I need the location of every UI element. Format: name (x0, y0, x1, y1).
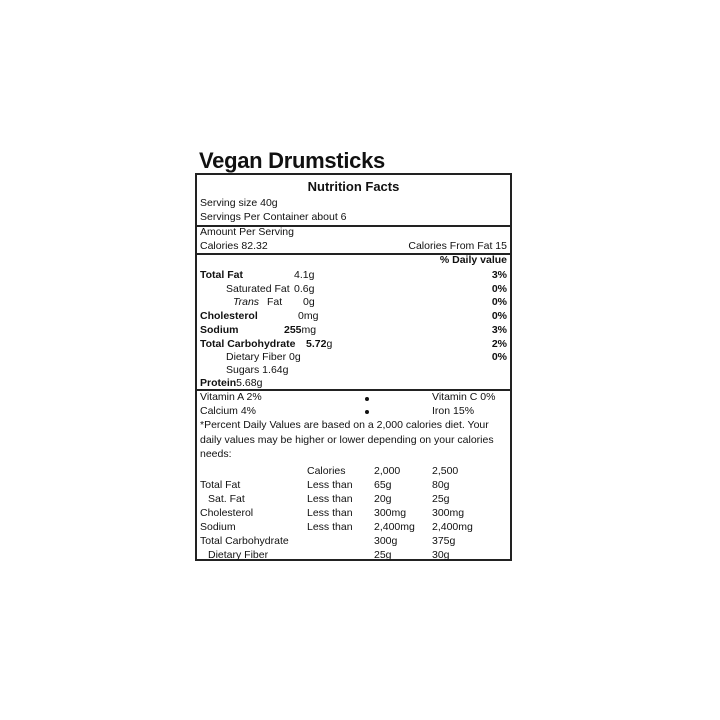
bullet-icon (365, 410, 369, 414)
nutrient-amount: 0.6g (294, 283, 315, 295)
daily-value-header: % Daily value (439, 254, 507, 266)
iron: Iron 15% (432, 405, 475, 417)
nutrient-amount-group (306, 338, 332, 351)
servings-per-container: Servings Per Container about 6 (200, 211, 347, 223)
nutrient-label: Dietary Fiber 0g (226, 351, 301, 363)
reference-cell: 30g (432, 549, 450, 561)
reference-cell: 20g (374, 493, 392, 505)
nutrient-label: Total Carbohydrate (200, 338, 296, 350)
reference-cell: 2,000 (374, 465, 401, 477)
footnote-line: daily values may be higher or lower depending on your calories (200, 434, 494, 446)
reference-cell: Calories (307, 465, 346, 477)
nutrient-amount: 4.1g (294, 269, 315, 281)
reference-cell: 300mg (374, 507, 407, 519)
nutrient-label: Protein (200, 377, 237, 389)
nutrient-amount: 255 (284, 324, 302, 336)
nutrient-label: Trans (233, 296, 260, 308)
nutrient-label: Total Fat (200, 269, 243, 281)
nutrient-unit: g (326, 338, 333, 350)
reference-cell: 375g (432, 535, 456, 547)
reference-cell: 2,400mg (432, 521, 473, 533)
calories: Calories 82.32 (200, 240, 268, 252)
reference-cell: 65g (374, 479, 392, 491)
reference-cell: 2,400mg (374, 521, 415, 533)
product-title: Vegan Drumsticks (199, 148, 385, 173)
reference-cell: Dietary Fiber (208, 549, 269, 561)
nutrient-dv: 0% (491, 351, 507, 363)
reference-cell: Sat. Fat (208, 493, 245, 505)
amount-per-serving: Amount Per Serving (200, 226, 294, 238)
calories-from-fat: Calories From Fat 15 (408, 240, 507, 252)
reference-cell: 80g (432, 479, 450, 491)
nutrient-amount: 0mg (298, 310, 319, 322)
vitamin-c: Vitamin C 0% (432, 391, 496, 403)
nutrient-dv: 3% (491, 269, 507, 281)
calcium: Calcium 4% (200, 405, 257, 417)
nutrient-dv: 2% (491, 338, 507, 350)
bullet-icon (365, 397, 369, 401)
nutrient-dv: 3% (491, 324, 507, 336)
reference-cell: Cholesterol (200, 507, 254, 519)
nutrient-amount-group (284, 324, 316, 337)
reference-cell: Total Carbohydrate (200, 535, 289, 547)
nutrient-dv: 0% (491, 310, 507, 322)
footnote-line: *Percent Daily Values are based on a 2,000 calories diet. Your (200, 419, 489, 431)
reference-cell: Less than (307, 493, 353, 505)
nutrition-facts-label (195, 173, 512, 561)
vitamin-a: Vitamin A 2% (200, 391, 262, 403)
nutrient-label: Sodium (200, 324, 239, 336)
reference-cell: 25g (374, 549, 392, 561)
nutrient-label: Sugars 1.64g (226, 364, 289, 376)
serving-size: Serving size 40g (200, 197, 278, 209)
nutrient-amount: 5.68g (236, 377, 263, 389)
reference-cell: Sodium (200, 521, 236, 533)
reference-cell: 300mg (432, 507, 465, 519)
nutrient-label: Saturated Fat (226, 283, 290, 295)
nutrient-label-suffix: Fat (267, 296, 283, 308)
reference-cell: Less than (307, 479, 353, 491)
nutrient-unit: mg (301, 324, 317, 336)
nutrient-label: Cholesterol (200, 310, 258, 322)
reference-cell: 2,500 (432, 465, 459, 477)
nutrient-dv: 0% (491, 296, 507, 308)
nutrient-dv: 0% (491, 283, 507, 295)
footnote-line: needs: (200, 448, 232, 460)
reference-cell: Less than (307, 521, 353, 533)
reference-cell: Total Fat (200, 479, 241, 491)
reference-cell: Less than (307, 507, 353, 519)
reference-cell: 300g (374, 535, 398, 547)
nutrient-amount: 0g (303, 296, 315, 308)
nutrient-amount: 5.72 (306, 338, 327, 350)
nutrition-facts-heading: Nutrition Facts (307, 179, 400, 194)
reference-cell: 25g (432, 493, 450, 505)
